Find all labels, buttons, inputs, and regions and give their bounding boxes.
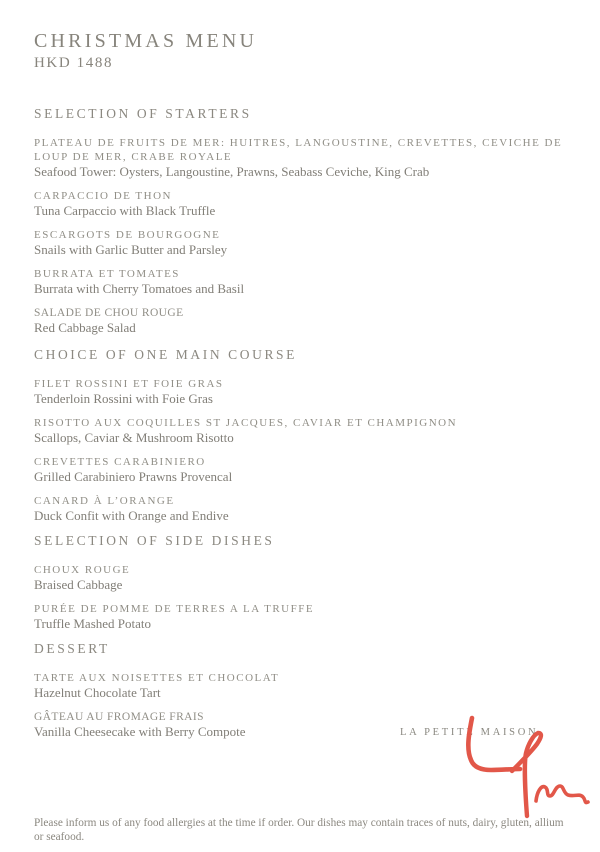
dish-description: Red Cabbage Salad xyxy=(34,320,136,335)
section-starters xyxy=(34,106,566,334)
menu-item xyxy=(34,267,566,295)
section-heading: CHOICE OF ONE MAIN COURSE xyxy=(34,347,298,362)
dish-description: Seafood Tower: Oysters, Langoustine, Prawns, Seabass Ceviche, King Crab xyxy=(34,164,430,179)
menu-item xyxy=(34,189,566,217)
dish-description: Grilled Carabiniero Prawns Provencal xyxy=(34,469,233,484)
section-heading: SELECTION OF SIDE DISHES xyxy=(34,533,275,548)
dish-description: Braised Cabbage xyxy=(34,577,123,592)
dish-description: Tuna Carpaccio with Black Truffle xyxy=(34,203,216,218)
dish-description: Truffle Mashed Potato xyxy=(34,616,151,631)
dish-name: ESCARGOTS DE BOURGOGNE xyxy=(34,229,221,241)
lpm-signature-icon xyxy=(450,705,600,825)
page-title: CHRISTMAS MENU xyxy=(34,30,258,52)
dish-name: CARPACCIO DE THON xyxy=(34,190,172,202)
dish-description: Snails with Garlic Butter and Parsley xyxy=(34,242,228,257)
dish-name: BURRATA ET TOMATES xyxy=(34,268,180,280)
dish-name: PURÉE DE POMME DE TERRES A LA TRUFFE xyxy=(34,603,315,615)
menu-item xyxy=(34,228,566,256)
dish-description: Hazelnut Chocolate Tart xyxy=(34,685,161,700)
dish-name: CANARD À L’ORANGE xyxy=(34,495,175,507)
dish-description: Burrata with Cherry Tomatoes and Basil xyxy=(34,281,245,296)
menu-item xyxy=(34,416,566,444)
section-heading: SELECTION OF STARTERS xyxy=(34,106,252,121)
menu-item xyxy=(34,671,566,699)
dish-name: CHOUX ROUGE xyxy=(34,564,131,576)
dish-description: Tenderloin Rossini with Foie Gras xyxy=(34,391,213,406)
menu-item xyxy=(34,494,566,522)
menu-item xyxy=(34,455,566,483)
dish-name: SALADE DE CHOU ROUGE xyxy=(34,307,184,319)
brand-wordmark: LA PETITE MAISON xyxy=(400,727,539,738)
section-main-course xyxy=(34,347,566,522)
dish-description: Duck Confit with Orange and Endive xyxy=(34,508,229,523)
menu-item xyxy=(34,563,566,591)
dish-name: RISOTTO AUX COQUILLES ST JACQUES, CAVIAR ET CHAMPIGNON xyxy=(34,417,458,429)
dish-name: GÂTEAU AU FROMAGE FRAIS xyxy=(34,711,204,723)
menu-content xyxy=(34,30,566,749)
section-side-dishes xyxy=(34,533,566,630)
dish-name: CREVETTES CARABINIERO xyxy=(34,456,206,468)
section-heading: DESSERT xyxy=(34,641,110,656)
dish-description: Scallops, Caviar & Mushroom Risotto xyxy=(34,430,234,445)
menu-item xyxy=(34,306,566,334)
menu-item xyxy=(34,602,566,630)
allergy-notice: Please inform us of any food allergies at the time if order. Our dishes may contain traces of nuts, dairy, gluten, allium or seafood. xyxy=(34,817,564,843)
dish-description: Vanilla Cheesecake with Berry Compote xyxy=(34,724,246,739)
dish-name: TARTE AUX NOISETTES ET CHOCOLAT xyxy=(34,672,280,684)
menu-price: HKD 1488 xyxy=(34,55,114,71)
menu-item xyxy=(34,136,566,178)
dish-name: PLATEAU DE FRUITS DE MER: HUITRES, LANGOUSTINE, CREVETTES, CEVICHE DE LOUP DE MER, CRABE ROYALE xyxy=(34,137,563,163)
dish-name: FILET ROSSINI ET FOIE GRAS xyxy=(34,378,224,390)
menu-item xyxy=(34,377,566,405)
